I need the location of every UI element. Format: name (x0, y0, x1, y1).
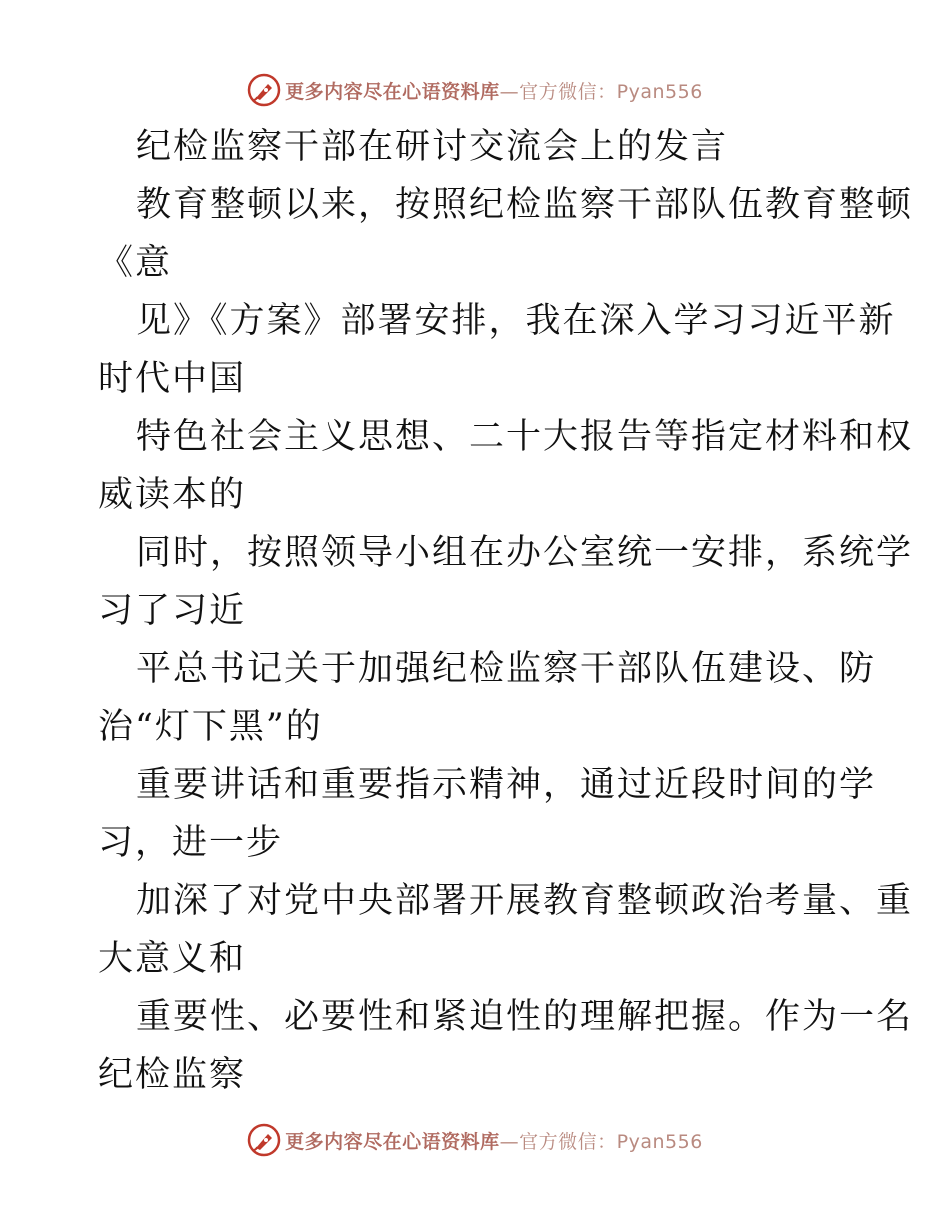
text-line: 特色社会主义思想、二十大报告等指定材料和权 (136, 417, 914, 457)
document-title: 纪检监察干部在研讨交流会上的发言 (136, 127, 729, 167)
text-line: 习，进一步 (98, 823, 284, 863)
document-body (98, 118, 914, 1104)
text-line: 大意义和 (98, 939, 247, 979)
header-banner-sub: 官方微信：Pyan556 (519, 80, 703, 103)
text-line: 威读本的 (98, 475, 247, 515)
footer-banner-main: 更多内容尽在心语资料库 (285, 1130, 500, 1153)
header-banner-main: 更多内容尽在心语资料库 (285, 80, 500, 103)
pen-nib-logo-icon (247, 73, 281, 107)
text-line: 同时，按照领导小组在办公室统一安排，系统学 (136, 533, 914, 573)
text-line: 时代中国 (98, 359, 247, 399)
header-banner[interactable] (0, 70, 950, 110)
text-line: 习了习近 (98, 591, 247, 631)
text-line: 加深了对党中央部署开展教育整顿政治考量、重 (136, 881, 914, 921)
text-line: 治“灯下黑”的 (98, 707, 323, 747)
text-line: 教育整顿以来，按照纪检监察干部队伍教育整顿 (136, 185, 914, 225)
text-line: 纪检监察 (98, 1055, 247, 1095)
footer-banner[interactable] (0, 1120, 950, 1160)
header-banner-text (285, 77, 703, 104)
text-line: 见》《方案》部署安排，我在深入学习习近平新 (136, 301, 896, 341)
footer-banner-text (285, 1127, 703, 1154)
text-line: 《意 (98, 243, 173, 283)
pen-nib-logo-icon (247, 1123, 281, 1157)
footer-banner-sub: 官方微信：Pyan556 (519, 1130, 703, 1153)
footer-banner-dash: — (499, 1130, 520, 1153)
text-line: 重要讲话和重要指示精神，通过近段时间的学 (136, 765, 877, 805)
text-line: 平总书记关于加强纪检监察干部队伍建设、防 (136, 649, 877, 689)
text-line: 重要性、必要性和紧迫性的理解把握。作为一名 (136, 997, 914, 1037)
header-banner-dash: — (499, 80, 520, 103)
